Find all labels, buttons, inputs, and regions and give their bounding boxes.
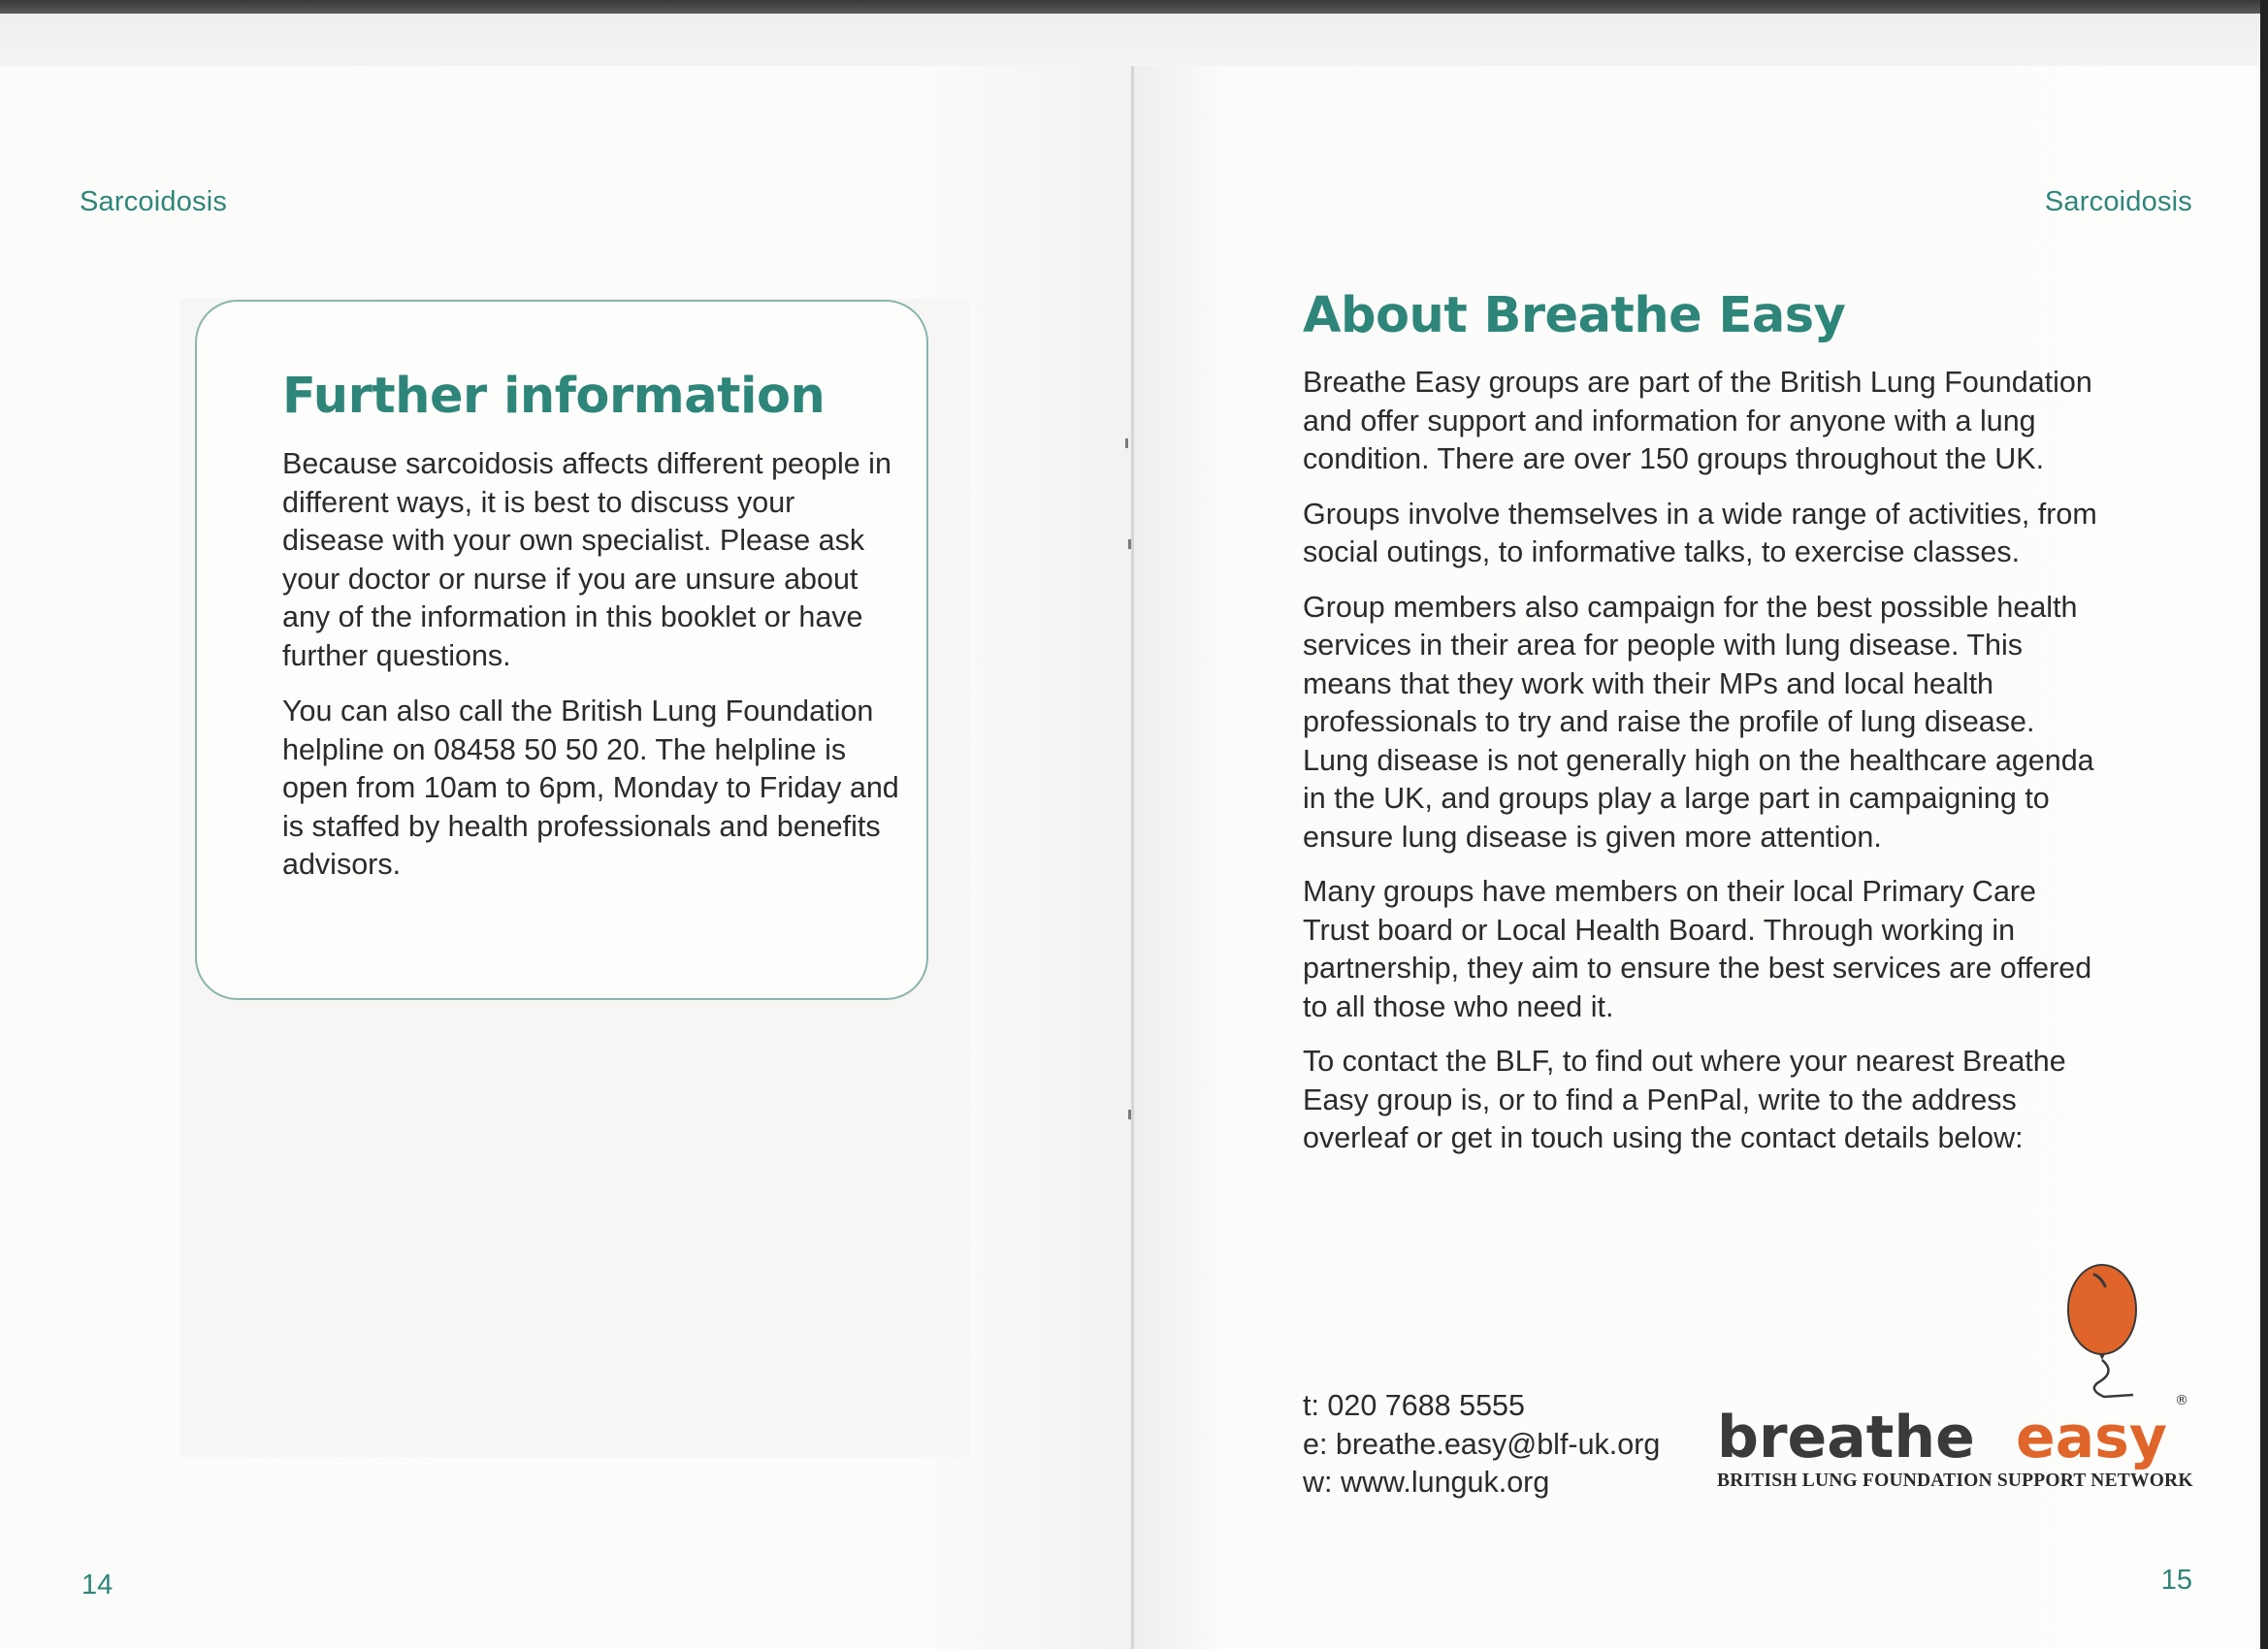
paragraph: Group members also campaign for the best possible health services in their area for people with lung disease. This means that they work with their MPs and local health professionals to try and raise the profile of lung disease. Lung disease is not generally high on the healthcare agenda in the UK, and groups play a large part in campaigning to ensure lung disease is given more attention. xyxy=(1303,590,2094,854)
right-page xyxy=(1134,66,2260,1649)
registered-mark: ® xyxy=(2175,1393,2188,1408)
paragraph: To contact the BLF, to find out where your nearest Breathe Easy group is, or to find a PenPal, write to the address overleaf or get in touch using the contact details below: xyxy=(1303,1045,2066,1154)
page-top-margin xyxy=(0,14,2268,66)
logo-tagline: BRITISH LUNG FOUNDATION SUPPORT NETWORK xyxy=(1717,1471,2193,1491)
staple-mark xyxy=(1128,1110,1131,1119)
staple-mark xyxy=(1125,438,1128,448)
further-information-body xyxy=(282,445,903,902)
about-breathe-easy-title: About Breathe Easy xyxy=(1303,287,1846,344)
scanner-edge-right xyxy=(2260,0,2268,1649)
phone-number: t: 020 7688 5555 xyxy=(1303,1389,1525,1422)
scanner-edge xyxy=(0,0,2268,14)
left-running-head: Sarcoidosis xyxy=(80,186,228,217)
logo-artwork xyxy=(1707,1242,2192,1474)
further-information-box xyxy=(195,300,928,1000)
left-page xyxy=(0,66,1134,1649)
paragraph: Breathe Easy groups are part of the British Lung Foundation and offer support and information for anyone with a lung condition. There are over 150 groups throughout the UK. xyxy=(1303,366,2092,475)
about-breathe-easy-body xyxy=(1303,364,2108,1175)
page-number-right: 15 xyxy=(2160,1565,2192,1596)
paragraph: Groups involve themselves in a wide range of activities, from social outings, to informative talks, to exercise classes. xyxy=(1303,497,2097,568)
breathe-easy-logo xyxy=(1707,1242,2192,1504)
staple-mark xyxy=(1128,539,1131,549)
contact-details xyxy=(1303,1387,1660,1503)
paragraph: Many groups have members on their local Primary Care Trust board or Local Health Board. Through working in partnership, they aim to ensure the best services are offered to all those who need it. xyxy=(1303,875,2092,1023)
email-address: e: breathe.easy@blf-uk.org xyxy=(1303,1427,1661,1461)
page-number-left: 14 xyxy=(81,1569,113,1600)
logo-word-easy: easy xyxy=(2016,1404,2168,1471)
further-information-title: Further information xyxy=(282,368,826,425)
right-running-head: Sarcoidosis xyxy=(2044,186,2192,217)
paragraph: You can also call the British Lung Foundation helpline on 08458 50 50 20. The helpline is open from 10am to 6pm, Monday to Friday and is staffed by health professionals and benefits advisors. xyxy=(282,695,899,881)
balloon-icon xyxy=(2068,1265,2136,1397)
website-address: w: www.lunguk.org xyxy=(1303,1466,1550,1499)
paragraph: Because sarcoidosis affects different people in different ways, it is best to discuss your disease with your own specialist. Please ask your doctor or nurse if you are unsure about any of the information in this booklet or have further questions. xyxy=(282,447,891,672)
logo-word-breathe: breathe xyxy=(1717,1404,1975,1471)
